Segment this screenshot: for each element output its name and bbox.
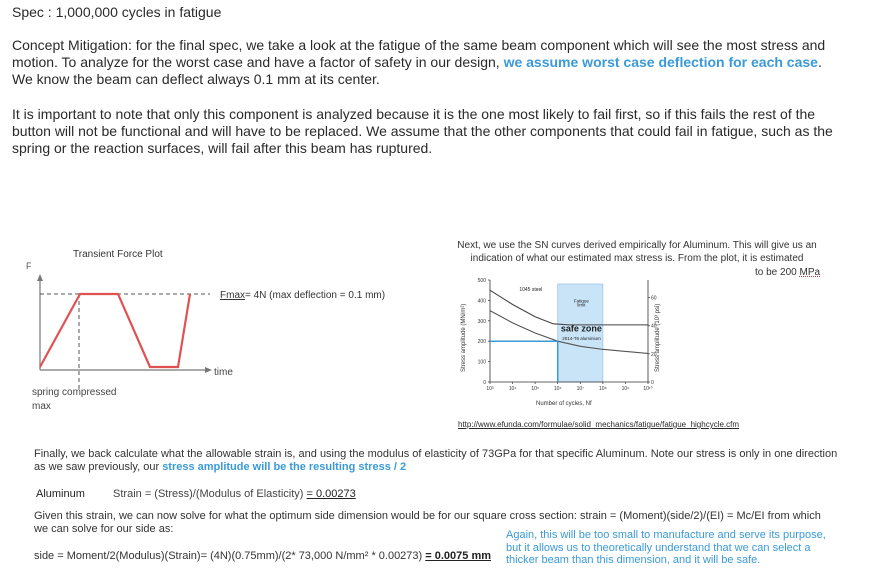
sn-ylabel: Stress amplitude (MN/m²): [461, 303, 467, 372]
spring-compressed-label: spring compressed: [32, 387, 117, 398]
force-plot: [10, 240, 430, 415]
fmax-symbol: Fmax: [220, 290, 245, 301]
design-note: Again, this will be too small to manufacture and serve its purpose, but it allows us to theoretically understand that we can select a thicker beam than this dimension, and it will be safe.: [506, 529, 826, 566]
force-plot-title: Transient Force Plot: [73, 249, 163, 260]
force-axis-label: F: [26, 261, 32, 271]
strain-value: = 0.00273: [306, 488, 356, 500]
sn-y-tick-label: 400: [477, 298, 486, 305]
sn-y-tick-label-right: 20: [651, 351, 657, 358]
given-paragraph: Given this strain, we can now solve for what the optimum side dimension would be for our square cross section: strain = (Moment)(side/2)/(EI) = Mc/EI from which we can solve for our side as:: [34, 510, 821, 535]
sn-x-tick-label: 10⁴: [508, 386, 517, 392]
sn-y-tick-label: 100: [477, 359, 486, 366]
force-plot-svg: [10, 240, 430, 415]
aluminum-strain-line: [36, 488, 356, 500]
mitigation-label: Concept Mitigation: [12, 37, 128, 53]
sn-chart: [452, 272, 667, 417]
force-y-arrow: [37, 274, 43, 281]
sn-mpa: MPa: [799, 267, 821, 278]
sn-paragraph: Next, we use the SN curves derived empirically for Aluminum. This will give us an indication of what our estimated max stress is. From the plot, it is estimated: [457, 240, 817, 264]
sn-y-tick-label-right: 40: [651, 323, 657, 330]
sn-x-tick-label: 10⁵: [531, 386, 539, 392]
sn-y-tick-label-right: 60: [651, 295, 657, 302]
source-link[interactable]: [458, 420, 739, 429]
fatigue-limit-label-2: limit: [577, 302, 586, 308]
back-calc-text: Finally, we back calculate what the allowable strain is, and using the modulus of elasticity of 73GPa for that specific Aluminum. Note our stress is only in one direction as we saw previously, our: [34, 448, 838, 473]
sn-chart-svg: [452, 272, 667, 417]
force-x-arrow: [205, 367, 212, 373]
sn-estimate-line: [755, 266, 820, 279]
sn-ylabel-right: Stress amplitude (10³ psi): [655, 303, 661, 372]
sn-x-tick-label: 10⁷: [576, 386, 584, 392]
mitigation-text-end: . We know the beam can deflect always 0.1 mm at its center.: [12, 54, 822, 87]
mitigation-text: : for the final spec, we take a look at the fatigue of the same beam component which will see the most stress and motion. To analyze for the worst case and have a factor of safety in our design,: [12, 37, 826, 70]
sn-estimate: to be 200: [755, 267, 800, 278]
side-equation: side = Moment/2(Modulus)(Strain)= (4N)(0.75mm)/(2* 73,000 N/mm² * 0.00273): [34, 550, 426, 562]
source-url[interactable]: http://www.efunda.com/formulae/solid_mechanics/fatigue/fatigue_highcycle.cfm: [458, 420, 740, 429]
time-axis-label: time: [214, 367, 233, 378]
aluminum-label: Aluminum: [36, 488, 85, 500]
sn-series-label-aluminium: 2014-T6 aluminium: [562, 336, 601, 342]
sn-x-tick-label: 10⁸: [599, 386, 607, 392]
spec-heading: Spec : 1,000,000 cycles in fatigue: [12, 4, 222, 20]
mitigation-paragraph: [12, 37, 842, 88]
sn-y-tick-label: 0: [483, 380, 486, 386]
side-equation-line: [34, 550, 491, 562]
sn-x-tick-label: 10¹⁰: [643, 386, 653, 392]
sn-x-tick-label: 10⁶: [553, 386, 562, 392]
sn-y-tick-label-right: 0: [651, 380, 654, 386]
important-paragraph: It is important to note that only this component is analyzed because it is the one most likely to fail first, so if this fails the rest of the button will not be functional and will have to be replaced. We assume that the other components that could fail in fatigue, such as the spring or the reaction surfaces, will fail after this beam has ruptured.: [12, 106, 833, 156]
fatigue-limit-label: Fatigue: [573, 298, 589, 304]
sn-y-tick-label: 300: [477, 318, 486, 325]
fmax-value: = 4N (max deflection = 0.1 mm): [245, 290, 386, 301]
mitigation-emphasis: we assume worst case deflection for each case: [503, 54, 818, 70]
back-calc-emphasis: stress amplitude will be the resulting stress / 2: [162, 461, 407, 473]
sn-series-label-steel: 1045 steel: [519, 287, 543, 294]
sn-xlabel: Number of cycles, Nf: [536, 401, 592, 407]
safe-zone-label: safe zone: [560, 323, 602, 334]
back-calc-paragraph: [34, 448, 844, 474]
strain-equation: Strain = (Stress)/(Modulus of Elasticity): [113, 488, 304, 500]
side-result: = 0.0075 mm: [425, 550, 492, 562]
sn-x-tick-label: 10⁹: [621, 386, 630, 392]
fmax-label: [220, 290, 385, 301]
force-trace: [40, 294, 190, 367]
sn-x-tick-label: 10³: [486, 386, 494, 392]
spring-max-label: max: [32, 401, 51, 412]
sn-y-tick-label: 500: [477, 278, 486, 284]
sn-y-tick-label: 200: [477, 339, 486, 346]
